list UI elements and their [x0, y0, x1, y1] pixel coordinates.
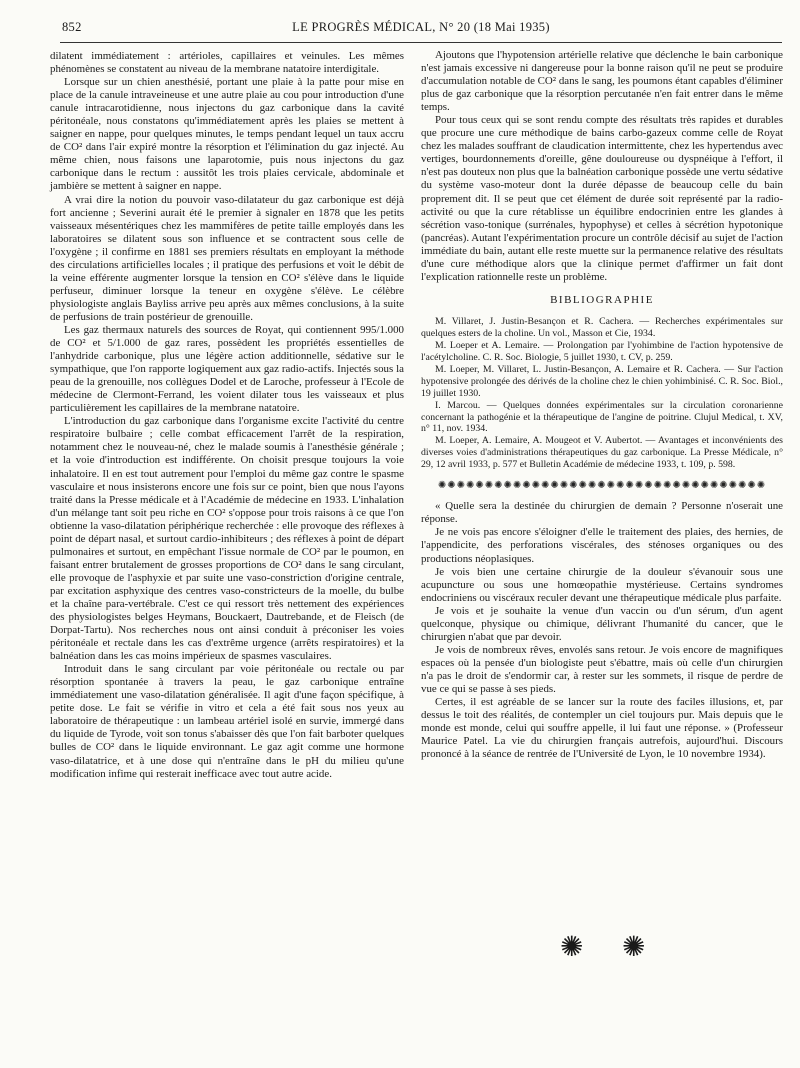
bibliography-entry: M. Loeper et A. Lemaire. — Prolongation par l'yohimbine de l'action hypotensive de l'acétylcholine. C. R. Soc. Biologie, 5 juillet 1930, t. CV, p. 259. [421, 339, 783, 363]
paragraph: Je vois de nombreux rêves, envolés sans retour. Je vois encore de magnifiques espaces où la pensée d'un biologiste peut s'ébattre, mais où celle d'un chirurgien n'a pas le droit de s'endormir car, à rester sur les sommets, il risque de perdre de vue ce qui se passe à ses pieds. [421, 643, 783, 695]
paragraph: Introduit dans le sang circulant par voie péritonéale ou rectale ou par résorption spontanée à travers la peau, le gaz carbonique entraîne immédiatement une vaso-dilatation généralisée. Il agit d'une façon spécifique, à petite dose. Le fait se vérifie in vitro et cela a été fait sous nos yeux au laboratoire de thérapeutique : un lambeau artériel isolé en survie, immergé dans du liquide de Tyrode, voit son tonus s'abaisser dès que l'on fait barboter quelques bulles de CO² dans le liquide environnant. Le gaz agit comme une hormone vaso-dilatatrice, et à une dose qui n'entraîne dans le pH du milieu qu'une modification infime qui resterait inefficace avec tout autre acide. [50, 663, 404, 780]
bibliography-entry: M. Villaret, J. Justin-Besançon et R. Cachera. — Recherches expérimentales sur quelques esters de la choline. Un vol., Masson et Cie, 1934. [421, 315, 783, 339]
bibliography-heading: BIBLIOGRAPHIE [550, 293, 654, 306]
paragraph: L'introduction du gaz carbonique dans l'organisme excite l'activité du centre respiratoire bulbaire ; celle combat efficacement l'arrêt de la respiration, notamment chez le nouveau-né, chez le malade soumis à l'anesthésie générale ; et la voie d'introduction est indifférente. On choisit presque toujours la voie inhalatoire. Il en est tout autrement pour l'emploi du même gaz contre le spasme vasculaire et nous insisterons encore une fois sur ce point, bien que nous l'ayons traité dans la Presse médicale et à l'Académie de médecine en 1933. L'inhalation d'un mélange tant soit peu riche en CO² s'oppose pour trois raisons à ce que l'on obtienne la vaso-dilatation périphérique recherchée : elle provoque des réflexes à point de départ nasal, et surtout cardio-inhibiteurs ; des réflexes à point de départ pulmonaires et surtout, en empêchant l'issue normale de CO² par le poumon, en faisant entrer brutalement de grosses proportions de CO² dans le sang circulant, elle provoque de l'asphyxie et par suite une vaso-constriction d'origine centrale, par excitation asphyxique des centres vaso-constricteurs de la moelle, du bulbe et la chaîne para-vertébrale. C'est ce qui ressort très nettement des expériences des physiologistes belges Heymans, Bouckaert, Dautrebande, et de Fleisch (de Dorpat-Tartu). Nos recherches nous ont ainsi conduit à préconiser les voies péritonéale et rectale dans les cas d'extrême urgence (arrêts respiratoires) et la balnéation dans les cas moins impérieux de spasmes vasculaires. [50, 415, 404, 663]
right-column [421, 49, 783, 761]
page-number: 852 [62, 20, 82, 34]
paragraph: A vrai dire la notion du pouvoir vaso-dilatateur du gaz carbonique est déjà fort ancienne ; Severini aurait été le premier à signaler en 1878 que les petits vaisseaux mésentériques chez les mammifères de petite taille employés dans les laboratoires se dilatent sous son influence et se contractent sous celle de l'oxygène ; il confirme en 1881 ses premiers résultats en employant la méthode des circulations artificielles locales ; il pratique des perfusions et voit le débit de la veine efférente augmenter lorsque la tension en CO² s'élève dans le liquide perfuseur, diminuer lorsque la teneur en oxygène s'élève. Le célèbre physiologiste anglais Bayliss arrive peu après aux mêmes conclusions, à la suite de perfusions de train postérieur de grenouille. [50, 193, 404, 323]
paragraph: Lorsque sur un chien anesthésié, portant une plaie à la patte pour mise en place de la canule intraveineuse et une autre plaie au cou pour introduction d'une canule intracarotidienne, nous injectons du gaz carbonique dans la cavité péritonéale, nous constatons qu'immédiatement après les plaies se mettent à saigner en nappe, pour quelques minutes, le temps pendant lequel un taux accru de CO² dans l'air expiré montre la résorption et l'élimination du gaz injecté. Au même chien, nous faisons une laparotomie, puis nous injectons du gaz carbonique dans le rectum : aussitôt les trois plaies cervicale, abdominale et jambière se mettent à saigner en nappe. [50, 76, 404, 193]
paragraph: Certes, il est agréable de se lancer sur la route des faciles illusions, et, par dessus le toit des réalités, de contempler un ciel toujours pur. Mais depuis que le monde est monde, celui qui souffre appelle, il lui faut une réponse. » (Professeur Maurice Patel. La vie du chirurgien français autrefois, aujourd'hui. Discours prononcé à la séance de rentrée de l'Université de Lyon, le 10 novembre 1934). [421, 696, 783, 761]
decorative-separator: ✺✺✺✺✺✺✺✺✺✺✺✺✺✺✺✺✺✺✺✺✺✺✺✺✺✺✺✺✺✺✺✺✺✺✺ [437, 480, 767, 492]
paragraph: dilatent immédiatement : artérioles, capillaires et veinules. Les mêmes phénomènes se constatent au niveau de la membrane natatoire interdigitale. [50, 50, 404, 76]
paragraph: Je vois et je souhaite la venue d'un vaccin ou d'un sérum, d'un agent quelconque, physique ou chimique, délivrant l'humanité du cancer, que le chirurgien n'abat que par devoir. [421, 604, 783, 643]
page-header [62, 20, 780, 40]
paragraph: Les gaz thermaux naturels des sources de Royat, qui contiennent 995/1.000 de CO² et 5/1.000 de gaz rares, possèdent les propriétés essentielles de l'anhydride carbonique, plus une légère action additionnelle, sédative sur le sympathique, que l'on rapporte logiquement aux gaz radio-actifs. Injectés sous la peau de la grenouille, nos collègues Dodel et de Laroche, professeur à l'Ecole de médecine de Clermont-Ferrand, les voient dilater tous les vaisseaux et plus particulièrement les capillaires de la membrane natatoire. [50, 323, 404, 415]
paragraph: « Quelle sera la destinée du chirurgien de demain ? Personne n'oserait une réponse. [421, 500, 783, 526]
closing-ornaments [560, 930, 680, 970]
paragraph: Pour tous ceux qui se sont rendu compte des résultats très rapides et durables que procure une cure méthodique de bains carbo-gazeux comme celle de Royat chez les malades souffrant de claudication intermittente, chez les hypertendus avec vertiges, bourdonnements d'oreille, gêne douloureuse ou dyspnéique à l'effort, il n'est pas douteux non plus que la balnéation carbonique possède une vertu sédative du système vaso-moteur dont la durée dépasse de beaucoup celle du bain proprement dit. Il se peut que cet élément de durée soit représenté par la radio-activité ou que la cure rétablisse un équilibre endocrinien entre les glandes à sécrétion vaso-tonique (surrénales, hypophyse) et celles à sécrétion hypotonique (pancréas). Autant l'expérimentation procure un contrôle décisif au sujet de l'action immédiate du bain, autant elle reste muette sur la permanence relative des résultats d'une cure méthodique alors que la clinique permet d'affirmer un fait dont l'explication rationnelle reste un problème. [421, 114, 783, 283]
paragraph: Je vois bien une certaine chirurgie de la douleur s'évanouir sous une acupuncture ou sous une homœopathie mystérieuse. Certains syndromes endocriniens ou viscéraux reculer devant une thérapeutique médicale plus parfaite. [421, 565, 783, 604]
bibliography-entry: M. Loeper, M. Villaret, L. Justin-Besançon, A. Lemaire et R. Cachera. — Sur l'action hypotensive prolongée des dérivés de la choline chez le chien yohimbinisé. C. R. Soc. Biol., 19 juillet 1930. [421, 363, 783, 399]
bibliography-entry: M. Loeper, A. Lemaire, A. Mougeot et V. Aubertot. — Avantages et inconvénients des diverses voies d'administrations thérapeutiques du gaz carbonique. La Presse Médicale, n° 29, 12 avril 1933, p. 577 et Bulletin Académie de médecine 1933, t. 109, p. 598. [421, 435, 783, 471]
bibliography-entry: I. Marcou. — Quelques données expérimentales sur la circulation coronarienne concernant la pathogénie et la thérapeutique de l'angine de poitrine. Clujul Medical, t. XV, n° 11, nov. 1934. [421, 399, 783, 435]
paragraph: Je ne vois pas encore s'éloigner d'elle le traitement des plaies, des hernies, de l'appendicite, des perforations viscérales, des sténoses organiques ou des productions néoplasiques. [421, 526, 783, 565]
star-ornament-icon: ✺ [622, 932, 646, 963]
journal-title: LE PROGRÈS MÉDICAL, N° 20 (18 Mai 1935) [292, 20, 550, 34]
header-rule [60, 42, 782, 43]
left-column [50, 50, 404, 781]
star-ornament-icon: ✺ [560, 932, 584, 963]
paragraph: Ajoutons que l'hypotension artérielle relative que déclenche le bain carbonique n'est jamais excessive ni dangereuse pour la bonne raison qu'il ne peut se produire d'accumulation notable de CO² dans le sang, les poumons étant capables d'éliminer plus de gaz carbonique que la résorption percutanée n'en fait entrer dans le même temps. [421, 49, 783, 114]
